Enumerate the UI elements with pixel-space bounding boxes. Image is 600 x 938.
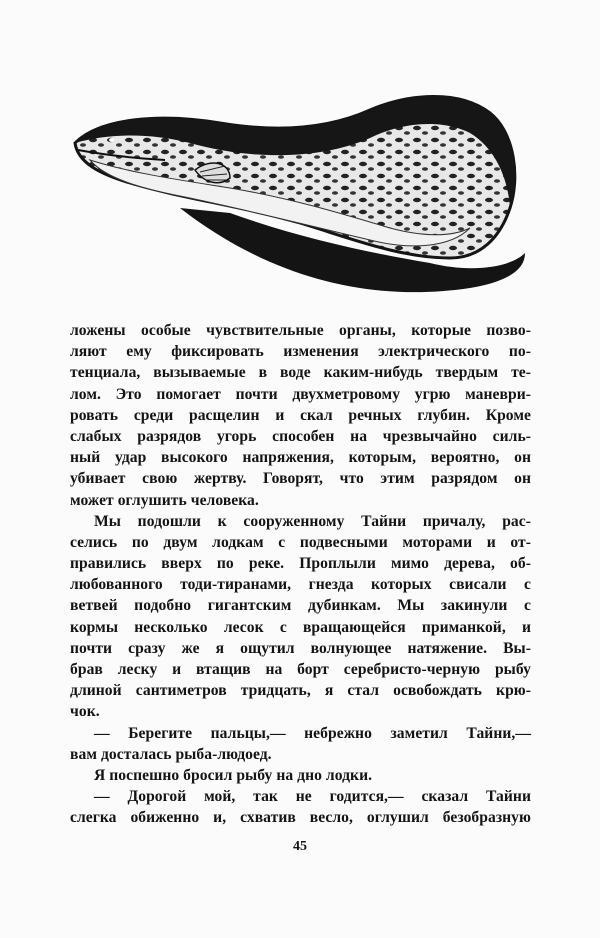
paragraph-3: [70, 723, 531, 765]
paragraph-2: [70, 511, 531, 723]
paragraph-4: [70, 765, 531, 786]
text-line: ветвей подобно гигантским дубинкам. Мы закинули с: [70, 597, 531, 615]
text-line: кормы несколько лесок с вращающейся приманкой, и: [70, 618, 531, 636]
text-line: слабых разрядов угорь способен на чрезвычайно силь-: [70, 427, 531, 445]
text-line: почти сразу же я ощутил волнующее натяжение. Вы-: [70, 639, 531, 657]
text-line: — Дорогой мой, так не годится,— сказал Тайни: [94, 788, 531, 806]
text-line: слегка обиженно и, схватив весло, оглушил безобразную: [70, 809, 531, 827]
text-line: убивает свою жертву. Говорят, что этим разрядом он: [70, 470, 531, 488]
text-line: ложены особые чувствительные органы, которые позво-: [70, 322, 531, 339]
text-line: ровать среди расщелин и скал речных глубин. Кроме: [70, 406, 531, 424]
text-line: правились вверх по реке. Проплыли мимо дерева, об-: [70, 555, 531, 573]
paragraph-5: [70, 786, 531, 828]
text-line: вам досталась рыба-людоед.: [70, 745, 272, 763]
text-line: ный удар высокого напряжения, которым, вероятно, он: [70, 449, 531, 467]
text-line: может оглушить человека.: [70, 491, 259, 509]
text-line: чок.: [70, 703, 100, 721]
text-line: лом. Это помогает почти двухметровому угрю маневри-: [70, 385, 531, 403]
eel-illustration: [70, 88, 530, 308]
text-line: Я поспешно бросил рыбу на дно лодки.: [94, 766, 373, 784]
text-line: — Берегите пальцы,— небрежно заметил Тайни,—: [94, 724, 531, 742]
text-line: селись по двум лодкам с подвесными моторами и от-: [70, 533, 531, 551]
page-number: 45: [293, 839, 307, 854]
text-line: брав леску и втащив на борт серебристо-черную рыбу: [70, 661, 531, 678]
body-text: [70, 320, 531, 829]
text-line: ляют ему фиксировать изменения электрического по-: [70, 343, 531, 361]
text-line: длиной сантиметров тридцать, я стал освобождать крю-: [70, 682, 531, 700]
text-line: тенциала, вызываемые в воде каким-нибудь твердым те-: [70, 364, 531, 382]
text-line: Мы подошли к сооруженному Тайни причалу, рас-: [94, 512, 531, 530]
paragraph-1: [70, 320, 531, 511]
text-line: любованного тоди-тиранами, гнезда которых свисали с: [70, 576, 531, 594]
